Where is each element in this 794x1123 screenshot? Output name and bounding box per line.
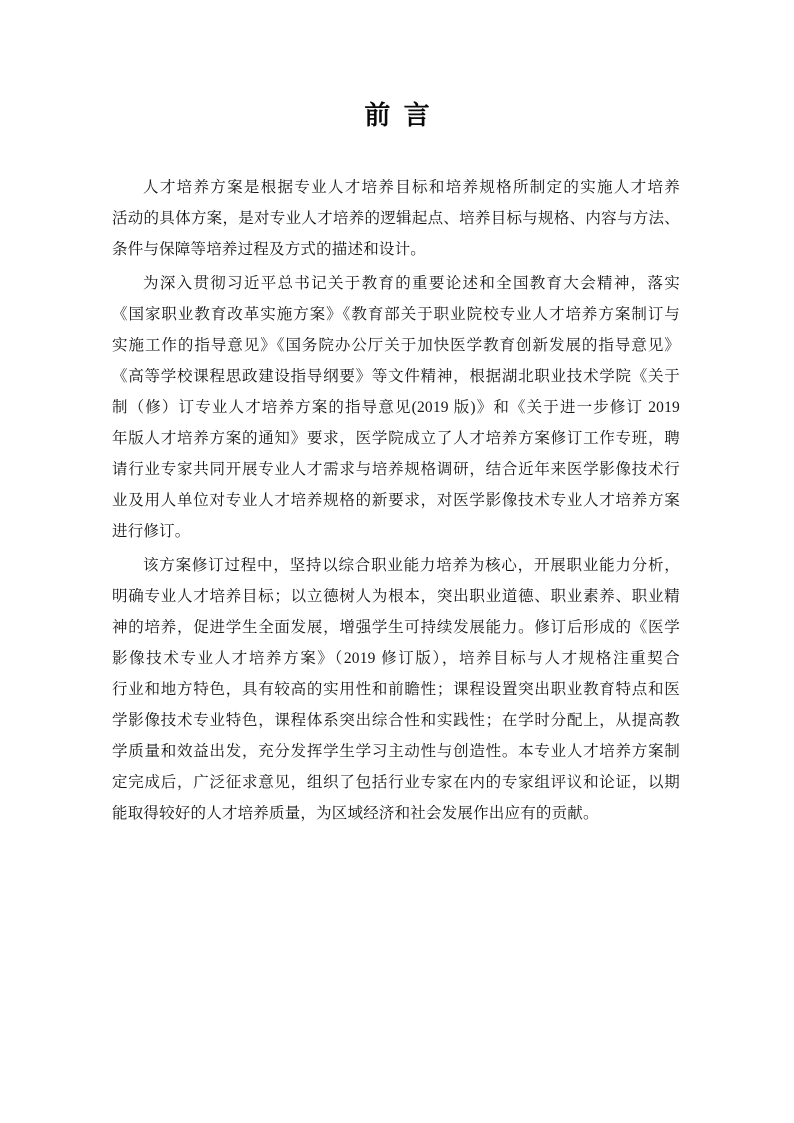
text-line: 明确专业人才培养目标；以立德树人为根本，突出职业道德、职业素养、职业精 xyxy=(112,588,680,605)
text-line: 《高等学校课程思政建设指导纲要》等文件精神，根据湖北职业技术学院《关于 xyxy=(112,368,680,385)
text-line: 能取得较好的人才培养质量，为区域经济和社会发展作出应有的贡献。 xyxy=(112,805,599,822)
text-line: 为深入贯彻习近平总书记关于教育的重要论述和全国教育大会精神，落实 xyxy=(143,275,680,292)
preface-paragraph-2 xyxy=(112,268,680,547)
text-line: 活动的具体方案，是对专业人才培养的逻辑起点、培养目标与规格、内容与方法、 xyxy=(112,210,680,227)
text-line: 该方案修订过程中，坚持以综合职业能力培养为核心，开展职业能力分析， xyxy=(143,557,680,574)
text-line: 年版人才培养方案的通知》要求，医学院成立了人才培养方案修订工作专班，聘 xyxy=(112,430,680,447)
preface-paragraph-3 xyxy=(112,550,680,829)
document-body xyxy=(112,172,680,829)
text-line: 实施工作的指导意见》《国务院办公厅关于加快医学教育创新发展的指导意见》 xyxy=(112,337,680,354)
text-line: 进行修订。 xyxy=(112,523,191,540)
text-line: 影像技术专业人才培养方案》（2019 修订版），培养目标与人才规格注重契合 xyxy=(112,650,680,667)
preface-paragraph-1 xyxy=(112,172,680,265)
text-line: 《国家职业教育改革实施方案》《教育部关于职业院校专业人才培养方案制订与 xyxy=(112,306,680,323)
text-line: 条件与保障等培养过程及方式的描述和设计。 xyxy=(112,241,427,258)
document-title: 前 言 xyxy=(364,100,430,130)
text-line: 学质量和效益出发，充分发挥学生学习主动性与创造性。本专业人才培养方案制 xyxy=(112,743,680,760)
text-line: 神的培养，促进学生全面发展，增强学生可持续发展能力。修订后形成的《医学 xyxy=(112,619,680,636)
text-line: 定完成后，广泛征求意见，组织了包括行业专家在内的专家组评议和论证，以期 xyxy=(112,774,680,791)
text-line: 行业和地方特色，具有较高的实用性和前瞻性；课程设置突出职业教育特点和医 xyxy=(112,681,680,698)
text-line: 制（修）订专业人才培养方案的指导意见(2019 版)》和《关于进一步修订 2019 xyxy=(112,399,680,416)
text-line: 学影像技术专业特色，课程体系突出综合性和实践性；在学时分配上，从提高教 xyxy=(112,712,680,729)
text-line: 人才培养方案是根据专业人才培养目标和培养规格所制定的实施人才培养 xyxy=(143,179,680,196)
text-line: 业及用人单位对专业人才培养规格的新要求，对医学影像技术专业人才培养方案 xyxy=(112,492,680,509)
text-line: 请行业专家共同开展专业人才需求与培养规格调研，结合近年来医学影像技术行 xyxy=(112,461,680,478)
